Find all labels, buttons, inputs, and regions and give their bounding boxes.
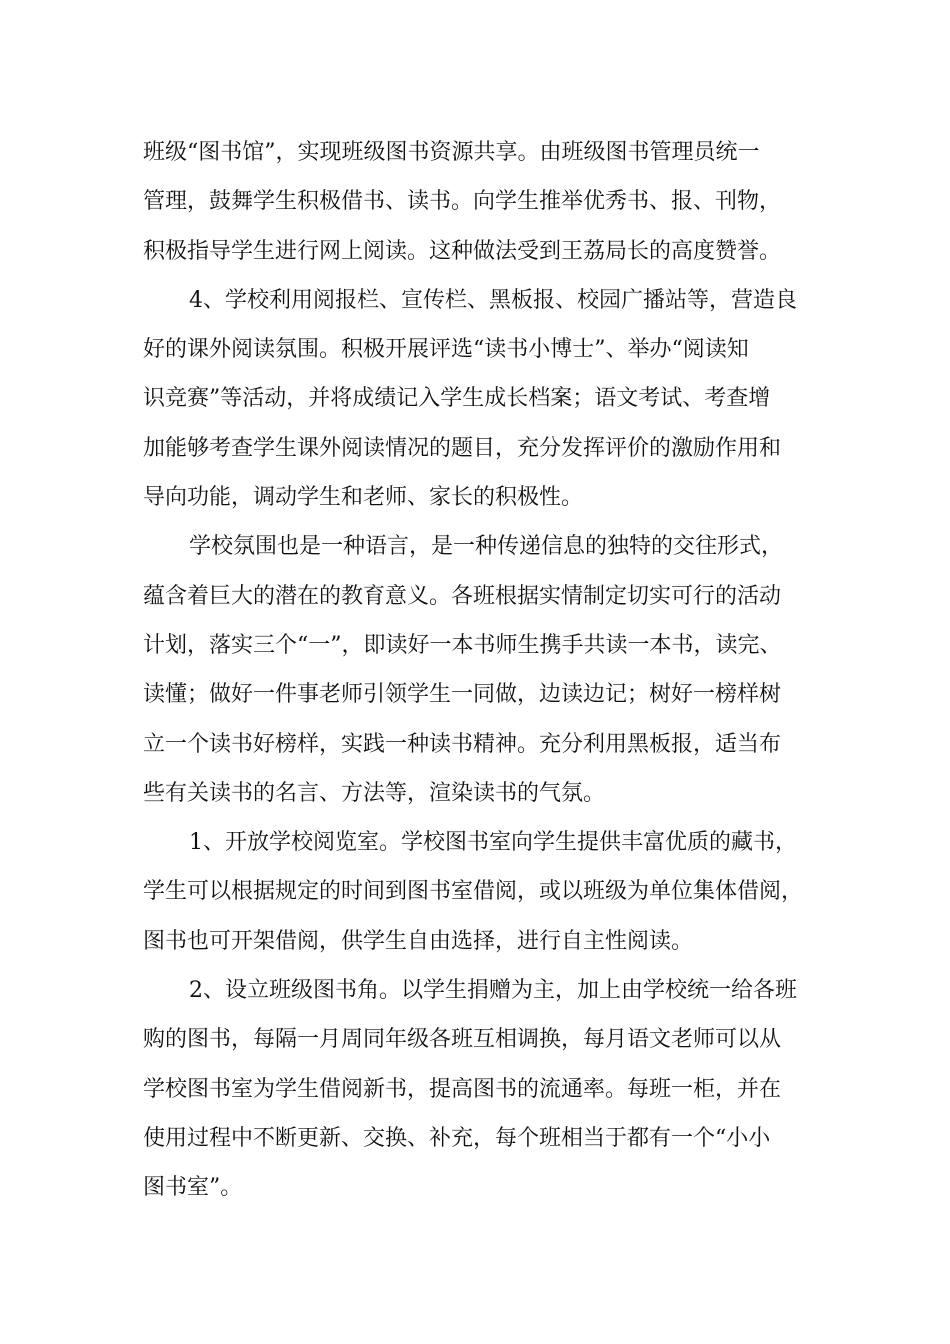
text-line: 使用过程中不断更新、交换、补充，每个班相当于都有一个“小小 — [143, 1125, 771, 1151]
paragraph-start-line: 4、学校利用阅报栏、宣传栏、黑板报、校园广播站等，营造良 — [189, 287, 797, 313]
text-line: 购的图书，每隔一月周同年级各班互相调换，每月语文老师可以从 — [143, 1027, 782, 1053]
text-line: 班级“图书馆”，实现班级图书资源共享。由班级图书管理员统一 — [143, 140, 760, 165]
text-line: 立一个读书好榜样，实践一种读书精神。充分利用黑板报，适当布 — [143, 731, 782, 757]
text-line: 好的课外阅读氛围。积极开展评选“读书小博士”、举办“阅读知 — [143, 337, 749, 363]
document-body — [143, 128, 823, 1213]
text-line: 读懂；做好一件事老师引领学生一同做，边读边记；树好一榜样树 — [143, 682, 782, 708]
text-line: 些有关读书的名言、方法等，渲染读书的气氛。 — [143, 780, 606, 806]
text-line: 加能够考查学生课外阅读情况的题目，充分发挥评价的激励作用和 — [143, 435, 782, 461]
paragraph-start-line: 1、开放学校阅览室。学校图书室向学生提供丰富优质的藏书， — [189, 830, 797, 856]
text-line: 计划，落实三个“一”，即读好一本书师生携手共读一本书，读完、 — [143, 632, 782, 658]
text-line: 学生可以根据规定的时间到图书室借阅，或以班级为单位集体借阅， — [143, 879, 804, 905]
paragraph-start-line: 学校氛围也是一种语言，是一种传递信息的独特的交往形式， — [189, 534, 784, 560]
text-line: 导向功能，调动学生和老师、家长的积极性。 — [143, 485, 584, 511]
text-line: 蕴含着巨大的潜在的教育意义。各班根据实情制定切实可行的活动 — [143, 583, 782, 609]
text-line: 积极指导学生进行网上阅读。这种做法受到王荔局长的高度赞誉。 — [143, 238, 782, 264]
paragraph-start-line: 2、设立班级图书角。以学生捐赠为主，加上由学校统一给各班 — [189, 978, 797, 1004]
text-line: 图书也可开架借阅，供学生自由选择，进行自主性阅读。 — [143, 928, 694, 954]
text-line: 图书室”。 — [143, 1175, 243, 1201]
text-line: 识竞赛”等活动，并将成绩记入学生成长档案；语文考试、考查增 — [143, 386, 771, 412]
text-line: 管理，鼓舞学生积极借书、读书。向学生推举优秀书、报、刊物， — [143, 189, 782, 215]
text-line: 学校图书室为学生借阅新书，提高图书的流通率。每班一柜，并在 — [143, 1076, 782, 1102]
